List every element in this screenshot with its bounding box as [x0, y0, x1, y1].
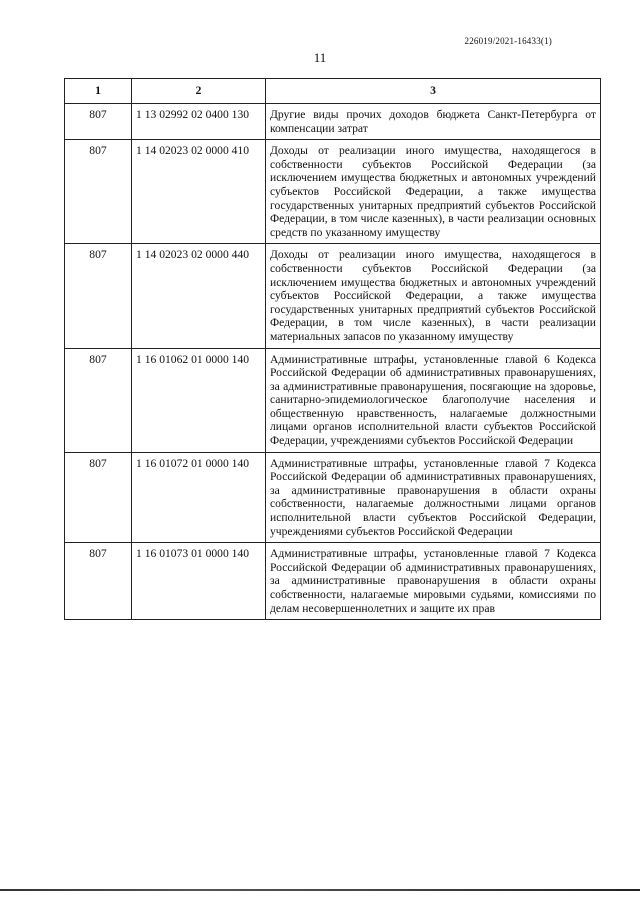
admin-code-cell: 807: [65, 140, 132, 244]
table-row: [65, 140, 601, 244]
table-row: [65, 348, 601, 452]
revenue-table: [64, 78, 601, 620]
admin-code-cell: 807: [65, 543, 132, 620]
table-row: [65, 543, 601, 620]
admin-code-cell: 807: [65, 104, 132, 140]
admin-code-cell: 807: [65, 452, 132, 543]
description-cell: Административные штрафы, установленные главой 6 Кодекса Российской Федерации об административных правонарушениях, за административные правонарушения, посягающие на здоровье, санитарно-эпидемиологическое благополучие населения и общественную нравственность, налагаемые должностными лицами органов исполнительной власти субъектов Российской Федерации, учреждениями субъектов Российской Федерации: [266, 348, 601, 452]
scan-edge-divider: [0, 889, 640, 891]
column-header-3: 3: [266, 79, 601, 104]
budget-code-cell: 1 13 02992 02 0400 130: [132, 104, 266, 140]
description-cell: Административные штрафы, установленные главой 7 Кодекса Российской Федерации об административных правонарушениях, за административные правонарушения в области охраны собственности, налагаемые должностными лицами органов исполнительной власти субъектов Российской Федерации, учреждениями субъектов Российской Федерации: [266, 452, 601, 543]
budget-code-cell: 1 16 01072 01 0000 140: [132, 452, 266, 543]
admin-code-cell: 807: [65, 348, 132, 452]
table-row: [65, 244, 601, 348]
budget-code-cell: 1 16 01062 01 0000 140: [132, 348, 266, 452]
budget-code-cell: 1 16 01073 01 0000 140: [132, 543, 266, 620]
table-row: [65, 452, 601, 543]
page-number: 11: [313, 50, 327, 65]
description-cell: Доходы от реализации иного имущества, находящегося в собственности субъектов Российской Федерации (за исключением имущества бюджетных и автономных учреждений субъектов Российской Федерации, а также имущества государственных унитарных предприятий субъектов Российской Федерации, в том числе казенных), в части реализации основных средств по указанному имуществу: [266, 140, 601, 244]
table-header-row: [65, 79, 601, 104]
admin-code-cell: 807: [65, 244, 132, 348]
description-cell: Другие виды прочих доходов бюджета Санкт-Петербурга от компенсации затрат: [266, 104, 601, 140]
column-header-1: 1: [65, 79, 132, 104]
description-cell: Доходы от реализации иного имущества, находящегося в собственности субъектов Российской Федерации (за исключением имущества бюджетных и автономных учреждений субъектов Российской Федерации, а также имущества государственных унитарных предприятий субъектов Российской Федерации, в том числе казенных), в части реализации материальных запасов по указанному имуществу: [266, 244, 601, 348]
column-header-2: 2: [132, 79, 266, 104]
description-cell: Административные штрафы, установленные главой 7 Кодекса Российской Федерации об административных правонарушениях, за административные правонарушения в области охраны собственности, налагаемые мировыми судьями, комиссиями по делам несовершеннолетних и защите их прав: [266, 543, 601, 620]
table-row: [65, 104, 601, 140]
document-id: 226019/2021-16433(1): [464, 36, 552, 46]
budget-code-cell: 1 14 02023 02 0000 410: [132, 140, 266, 244]
budget-code-cell: 1 14 02023 02 0000 440: [132, 244, 266, 348]
